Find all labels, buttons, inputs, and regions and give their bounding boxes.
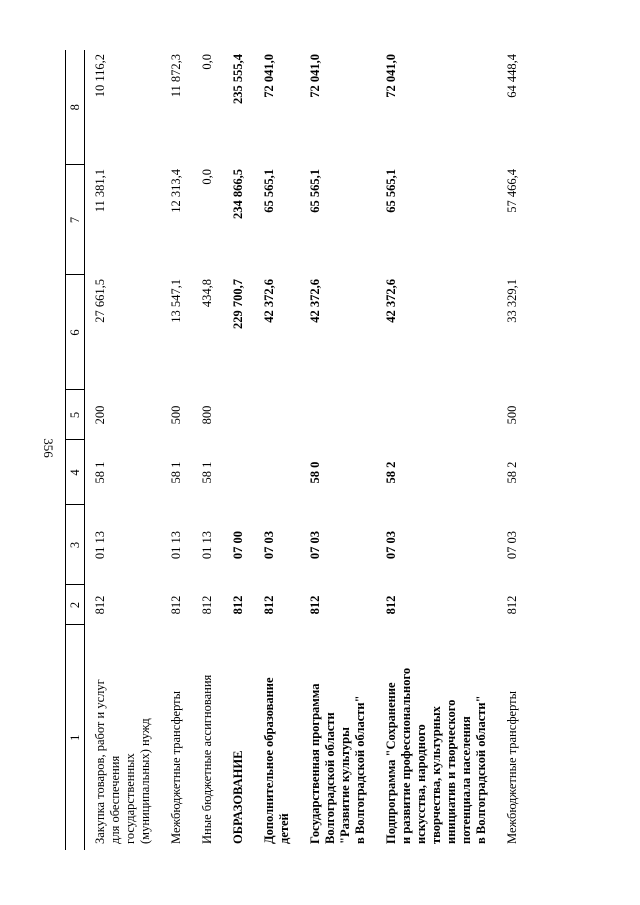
table-row: [370, 50, 491, 850]
row-name-line: детей: [277, 813, 291, 844]
row-name-line: (муниципальных) нужд: [138, 718, 152, 844]
row-name-line: Межбюджетные трансферты: [169, 690, 183, 844]
cell-col-3: 01 13: [169, 530, 183, 560]
cell-col-8: 10 116,2: [93, 54, 107, 98]
cell-col-6: 42 372,6: [384, 279, 398, 323]
cell-col-5: 500: [169, 405, 183, 425]
header-row: [66, 50, 85, 850]
column-header-6: 6: [66, 275, 85, 390]
row-name: [491, 625, 522, 850]
row-name-line: государственных: [123, 753, 137, 844]
cell-col-6: 229 700,7: [231, 279, 245, 329]
column-header-7: 7: [66, 165, 85, 275]
cell-col-6: 434,8: [200, 279, 214, 308]
cell-col-3: 07 03: [384, 530, 398, 560]
cell-col-6: 13 547,1: [169, 279, 183, 323]
cell-col-2: 812: [262, 595, 276, 615]
cell-col-5: 500: [505, 405, 519, 425]
table-row: [294, 50, 370, 850]
rotated-page: [65, 50, 595, 850]
row-name-line: Подпрограмма "Сохранение: [384, 682, 398, 844]
cell-col-2: 812: [308, 595, 322, 615]
cell-col-4: 58 1: [169, 461, 183, 484]
row-name-line: Закупка товаров, работ и услуг: [93, 679, 107, 844]
row-name-line: Государственная программа: [308, 683, 322, 844]
cell-col-2: 812: [93, 595, 107, 615]
column-header-4: 4: [66, 440, 85, 505]
cell-col-7: 234 866,5: [231, 169, 245, 219]
column-header-1: 1: [66, 625, 85, 850]
cell-col-7: 65 565,1: [262, 169, 276, 213]
cell-col-5: 200: [93, 405, 107, 425]
cell-col-5: [294, 390, 370, 440]
table-body: [85, 50, 523, 850]
cell-col-7: 65 565,1: [308, 169, 322, 213]
row-name-line: искусства, народного: [414, 724, 428, 844]
table-row: [248, 50, 294, 850]
cell-col-5: [248, 390, 294, 440]
table-row: [491, 50, 522, 850]
cell-col-4: [217, 440, 248, 505]
cell-col-3: 01 13: [200, 530, 214, 560]
cell-col-4: 58 2: [384, 461, 398, 484]
cell-col-4: 58 1: [93, 461, 107, 484]
cell-col-6: 33 329,1: [505, 279, 519, 323]
cell-col-8: 235 555,4: [231, 54, 245, 104]
cell-col-4: [248, 440, 294, 505]
row-name-line: и развитие профессионального: [399, 667, 413, 844]
cell-col-6: 27 661,5: [93, 279, 107, 323]
table-row: [85, 50, 156, 850]
cell-col-7: 0,0: [200, 169, 214, 185]
row-name: [294, 625, 370, 850]
column-header-3: 3: [66, 505, 85, 585]
cell-col-8: 72 041,0: [384, 54, 398, 98]
row-name: [248, 625, 294, 850]
cell-col-8: 64 448,4: [505, 54, 519, 98]
cell-col-7: 11 381,1: [93, 169, 107, 213]
row-name: [217, 625, 248, 850]
column-header-8: 8: [66, 50, 85, 165]
column-header-5: 5: [66, 390, 85, 440]
cell-col-2: 812: [169, 595, 183, 615]
row-name-line: потенциала населения: [459, 716, 473, 844]
cell-col-8: 72 041,0: [308, 54, 322, 98]
row-name-line: "Развитие культуры: [338, 727, 352, 844]
cell-col-3: 07 03: [308, 530, 322, 560]
row-name-line: Дополнительное образование: [262, 677, 276, 844]
cell-col-2: 812: [384, 595, 398, 615]
cell-col-6: 42 372,6: [308, 279, 322, 323]
cell-col-8: 11 872,3: [169, 54, 183, 98]
row-name-line: Волгоградской области: [323, 712, 337, 844]
cell-col-4: 58 0: [308, 461, 322, 484]
cell-col-4: 58 1: [200, 461, 214, 484]
cell-col-3: 07 00: [231, 530, 245, 560]
row-name-line: инициатив и творческого: [444, 699, 458, 844]
row-name-line: в Волгоградской области": [474, 695, 488, 844]
cell-col-5: 800: [200, 405, 214, 425]
table-row: [217, 50, 248, 850]
cell-col-7: 57 466,4: [505, 169, 519, 213]
row-name-line: в Волгоградской области": [353, 695, 367, 844]
row-name-line: Межбюджетные трансферты: [505, 690, 519, 844]
cell-col-2: 812: [200, 595, 214, 615]
cell-col-7: 65 565,1: [384, 169, 398, 213]
cell-col-3: 01 13: [93, 530, 107, 560]
row-name-line: творчества, культурных: [429, 706, 443, 844]
table-row: [186, 50, 217, 850]
column-header-2: 2: [66, 585, 85, 625]
row-name-line: Иные бюджетные ассигнования: [200, 674, 214, 844]
row-name: [370, 625, 491, 850]
table-wrap: [65, 50, 595, 850]
row-name: [186, 625, 217, 850]
cell-col-5: [217, 390, 248, 440]
row-name: [85, 625, 156, 850]
page-number: 356: [41, 438, 56, 458]
cell-col-3: 07 03: [262, 530, 276, 560]
cell-col-3: 07 03: [505, 530, 519, 560]
budget-table: [65, 50, 522, 850]
table-row: [155, 50, 186, 850]
row-name: [155, 625, 186, 850]
cell-col-6: 42 372,6: [262, 279, 276, 323]
cell-col-2: 812: [231, 595, 245, 615]
cell-col-2: 812: [505, 595, 519, 615]
cell-col-8: 0,0: [200, 54, 214, 70]
cell-col-5: [370, 390, 491, 440]
row-name-line: для обеспечения: [108, 755, 122, 844]
cell-col-8: 72 041,0: [262, 54, 276, 98]
row-name-line: ОБРАЗОВАНИЕ: [231, 750, 245, 844]
cell-col-4: 58 2: [505, 461, 519, 484]
cell-col-7: 12 313,4: [169, 169, 183, 213]
